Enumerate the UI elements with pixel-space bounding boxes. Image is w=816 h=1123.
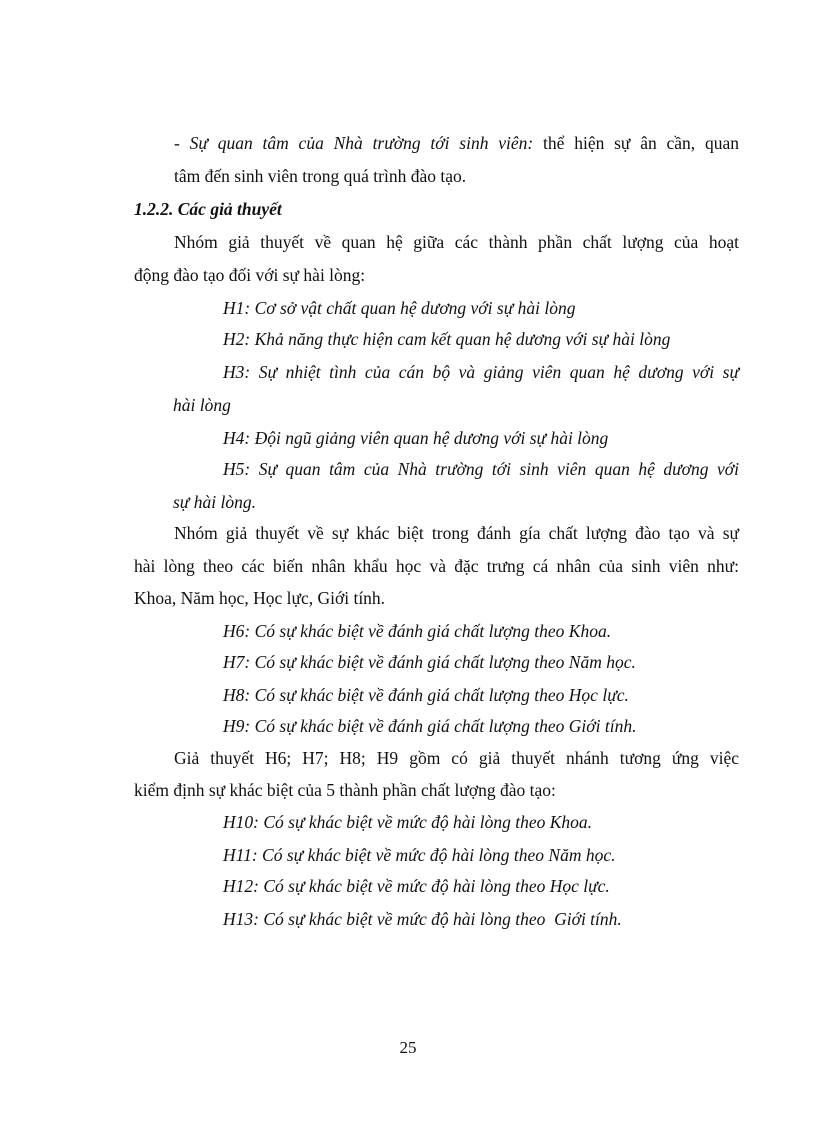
intro-line-2: tâm đến sinh viên trong quá trình đào tạo. [174, 166, 467, 186]
hypothesis-h1: H1: Cơ sở vật chất quan hệ dương với sự hài lòng [223, 298, 576, 318]
intro-line-1-rest: thể hiện sự ân cần, quan [533, 133, 739, 153]
hypothesis-h6: H6: Có sự khác biệt về đánh giá chất lượng theo Khoa. [223, 621, 612, 641]
hypothesis-h10: H10: Có sự khác biệt về mức độ hài lòng theo Khoa. [223, 812, 593, 832]
hypothesis-h9: H9: Có sự khác biệt về đánh giá chất lượng theo Giới tính. [223, 716, 637, 736]
hypothesis-h5-cont: sự hài lòng. [173, 492, 256, 512]
hypothesis-h11: H11: Có sự khác biệt về mức độ hài lòng theo Năm học. [223, 845, 616, 865]
group1-line-1: Nhóm giả thuyết về quan hệ giữa các thành phần chất lượng của hoạt [174, 232, 739, 252]
section-heading: 1.2.2. Các giả thuyết [134, 199, 282, 219]
intro-line-1 [174, 132, 739, 154]
group2-line-3: Khoa, Năm học, Học lực, Giới tính. [134, 588, 386, 608]
page-number: 25 [399, 1038, 417, 1057]
group2-line-1: Nhóm giả thuyết về sự khác biệt trong đánh gía chất lượng đào tạo và sự [174, 523, 739, 543]
hypothesis-h3: H3: Sự nhiệt tình của cán bộ và giảng viên quan hệ dương với sự [223, 362, 739, 382]
group3-line-2: kiểm định sự khác biệt của 5 thành phần chất lượng đào tạo: [134, 780, 556, 800]
hypothesis-h7: H7: Có sự khác biệt về đánh giá chất lượng theo Năm học. [223, 652, 636, 672]
group3-line-1: Giả thuyết H6; H7; H8; H9 gồm có giả thuyết nhánh tương ứng việc [174, 748, 739, 768]
hypothesis-h13: H13: Có sự khác biệt về mức độ hài lòng theo Giới tính. [223, 909, 622, 929]
intro-dash-label: - Sự quan tâm của Nhà trường tới sinh viên: [174, 133, 534, 153]
hypothesis-h8: H8: Có sự khác biệt về đánh giá chất lượng theo Học lực. [223, 685, 629, 705]
group2-line-2: hài lòng theo các biến nhân khẩu học và đặc trưng cá nhân của sinh viên như: [134, 556, 739, 576]
hypothesis-h4: H4: Đội ngũ giảng viên quan hệ dương với sự hài lòng [223, 428, 609, 448]
hypothesis-h3-cont: hài lòng [173, 395, 231, 415]
group1-line-2: động đào tạo đối với sự hài lòng: [134, 265, 366, 285]
hypothesis-h2: H2: Khả năng thực hiện cam kết quan hệ dương với sự hài lòng [223, 329, 671, 349]
hypothesis-h5: H5: Sự quan tâm của Nhà trường tới sinh viên quan hệ dương với [223, 459, 739, 479]
hypothesis-h12: H12: Có sự khác biệt về mức độ hài lòng theo Học lực. [223, 876, 610, 896]
